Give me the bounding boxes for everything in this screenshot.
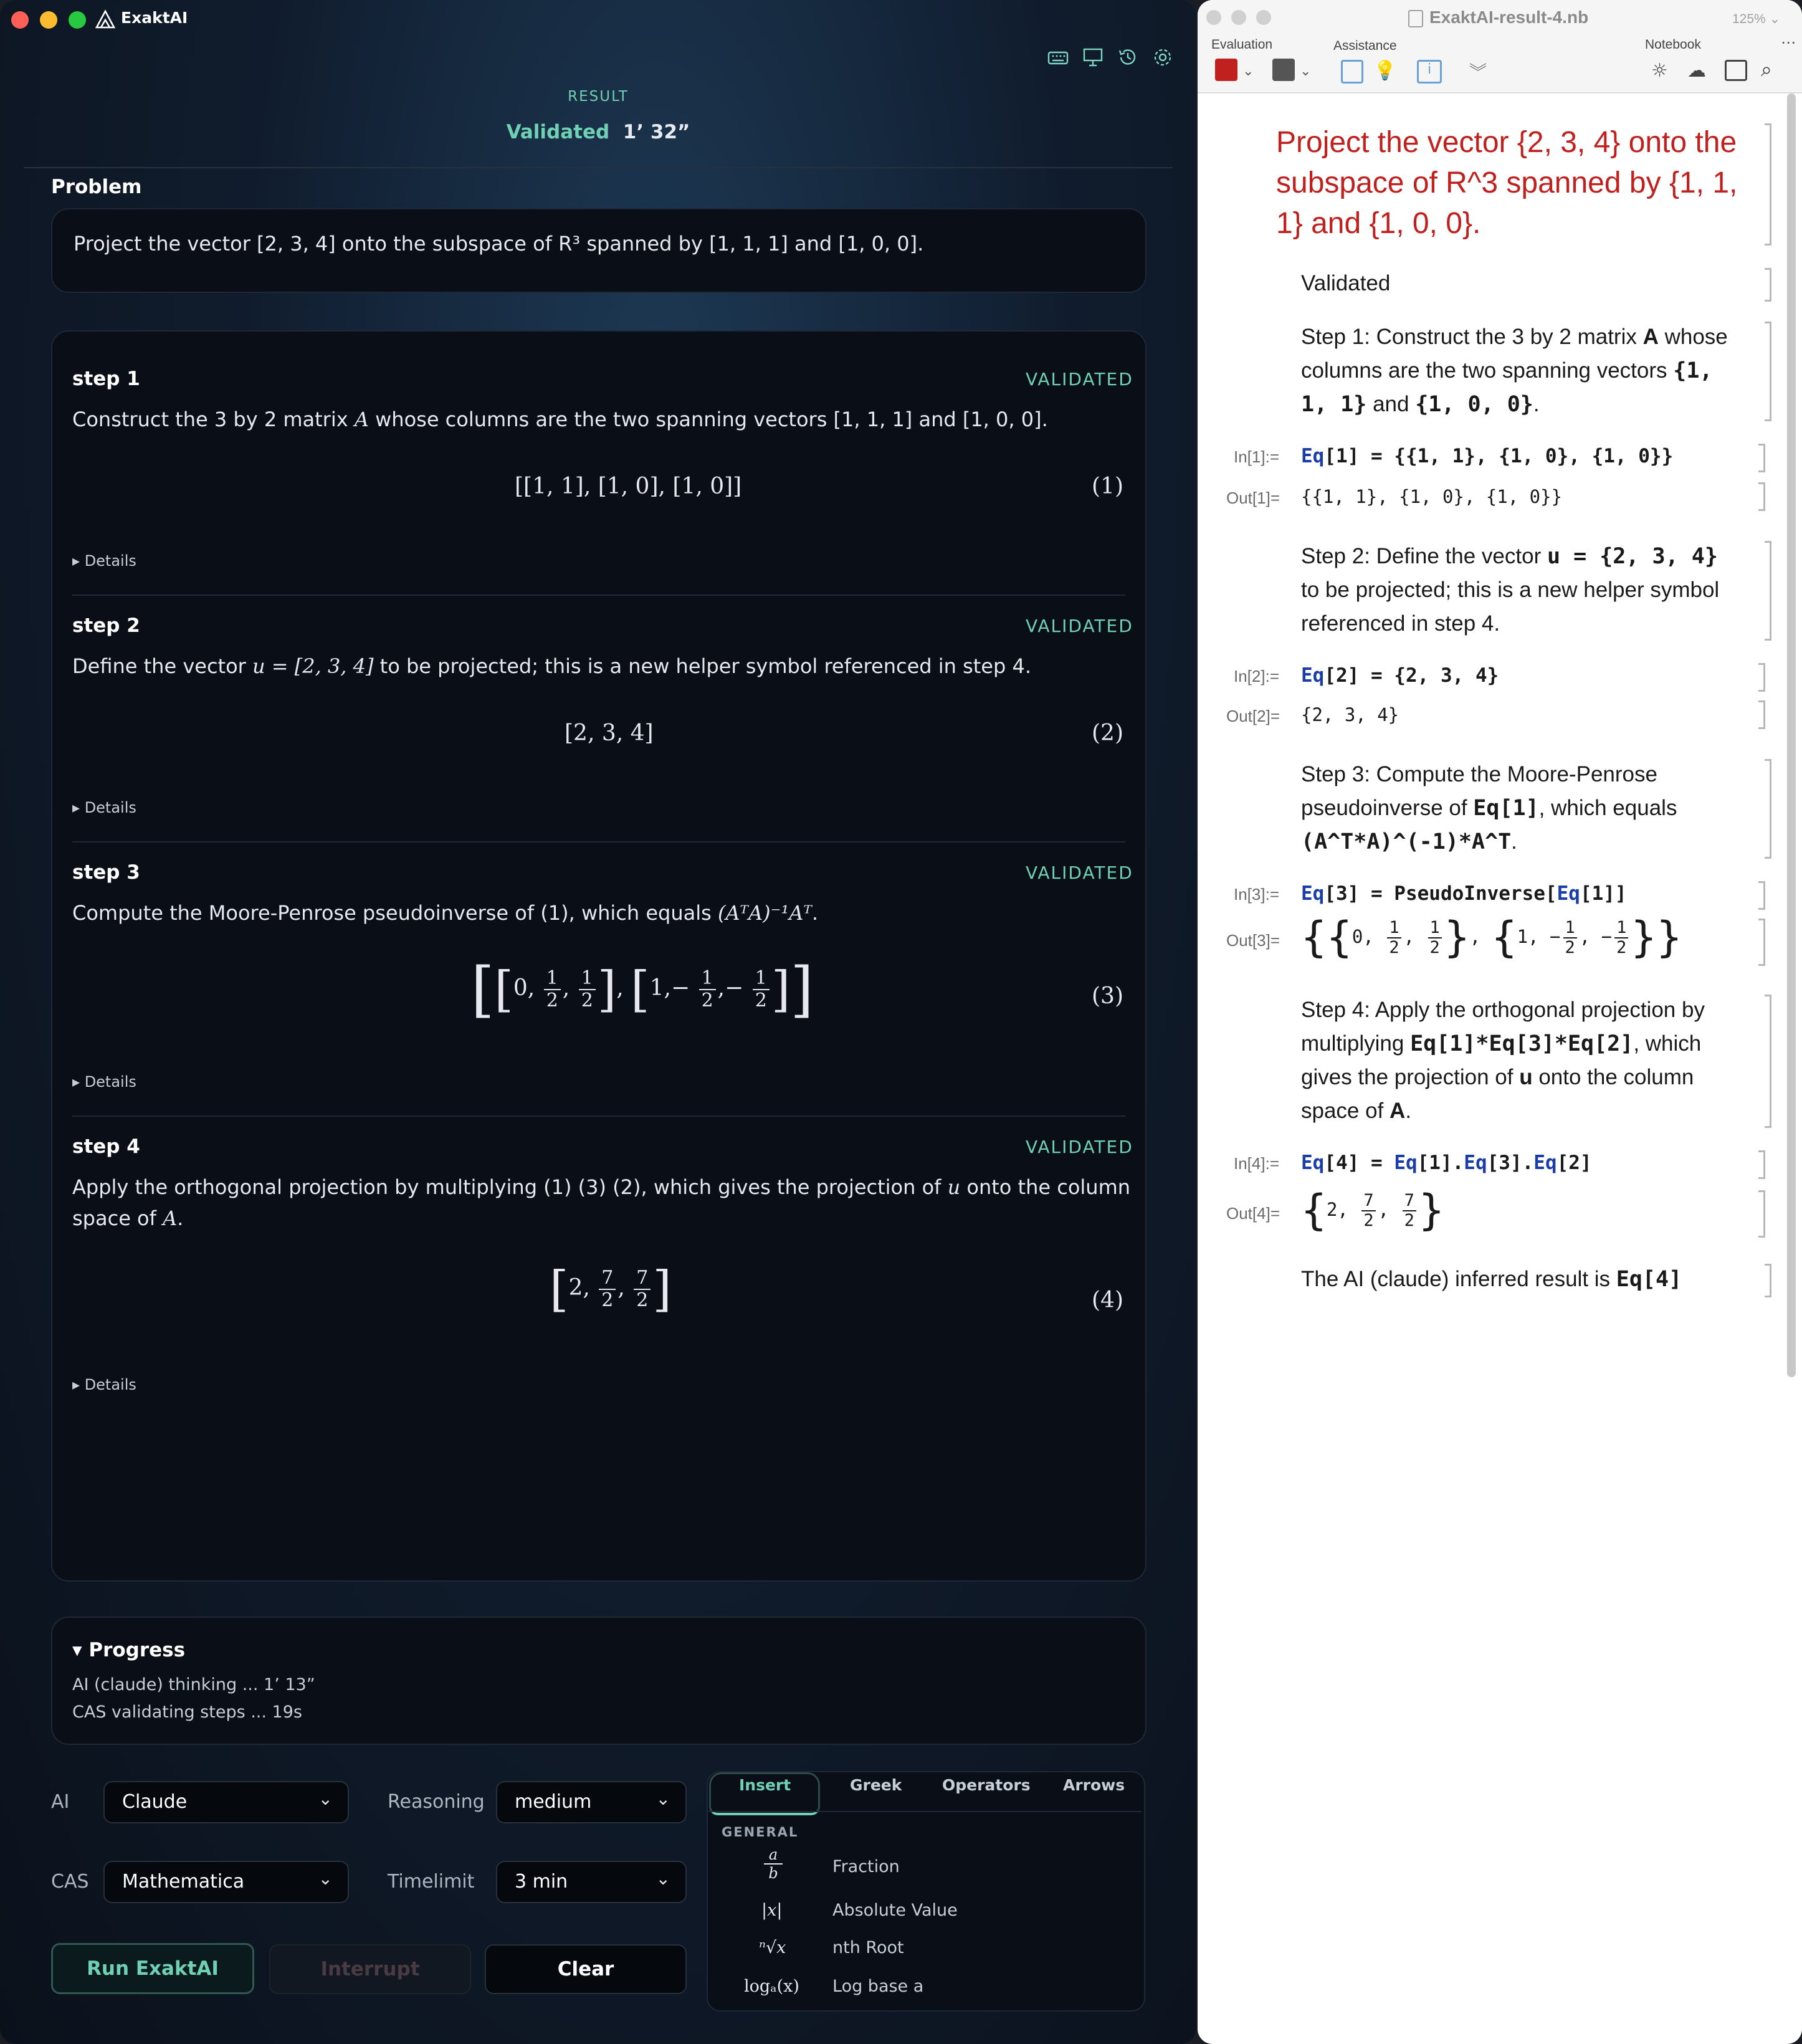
chevron-down-icon: ⌄ (655, 1788, 670, 1809)
cas-select[interactable]: Mathematica ⌄ (103, 1861, 349, 1903)
log-base-icon: logₐ(x) (744, 1977, 799, 1996)
cell-bracket[interactable] (1765, 322, 1771, 421)
step1-text: Step 1: Construct the 3 by 2 matrix A whose columns are the two spanning vectors {1, 1, 1} and {1, 0, 0}. (1301, 325, 1728, 417)
triangle-right-icon: ▸ (72, 552, 85, 570)
cell-bracket[interactable] (1765, 759, 1771, 859)
keyboard-icon[interactable] (1047, 49, 1069, 70)
cell-bracket[interactable] (1765, 1264, 1771, 1297)
problem-text: Project the vector [2, 3, 4] onto the subspace of R³ spanned by [1, 1, 1] and [1, 0, 0]. (74, 232, 924, 256)
absolute-value-icon: |x| (761, 1901, 783, 1920)
tab-insert-label: Insert (739, 1776, 791, 1794)
status-validated: Validated (506, 121, 610, 143)
cell-bracket[interactable] (1758, 663, 1765, 692)
validated-badge: VALIDATED (1026, 1137, 1133, 1157)
cell-bracket[interactable] (1758, 919, 1765, 966)
progress-line: AI (claude) thinking ... 1’ 13” (72, 1675, 315, 1694)
output-cell: {2, 3, 4} (1301, 704, 1399, 725)
final-result-text: The AI (claude) inferred result is Eq[4] (1301, 1267, 1682, 1292)
ai-label: AI (51, 1791, 70, 1813)
details-toggle[interactable]: ▸ Details (72, 552, 136, 570)
progress-toggle[interactable]: ▾ Progress (72, 1639, 186, 1661)
chevron-down-icon[interactable]: ⌄ (1300, 64, 1312, 79)
step-divider (72, 1115, 1125, 1117)
toolbar-section-assistance: Assistance (1333, 39, 1397, 53)
step-equation: [2, $\frac{7}{2}$ , $\frac{7}{2}$ ] (550, 1261, 672, 1317)
clear-button[interactable]: Clear (485, 1944, 687, 1994)
chevron-down-icon: ⌄ (655, 1868, 670, 1889)
step-divider (72, 841, 1125, 843)
tab-operators[interactable]: Operators (942, 1776, 1031, 1794)
output-label: Out[1]= (1226, 489, 1280, 507)
steps-card (51, 330, 1147, 1582)
cloud-upload-icon[interactable]: ☁ (1687, 60, 1706, 82)
equation-number: (2) (1092, 720, 1123, 746)
step-description: Compute the Moore-Penrose pseudoinverse of (1), which equals (AᵀA)⁻¹Aᵀ. (72, 901, 819, 925)
cell-bracket[interactable] (1758, 444, 1765, 472)
palette-section: GENERAL (722, 1825, 799, 1840)
equation-number: (1) (1092, 474, 1123, 499)
output-label: Out[3]= (1226, 931, 1280, 950)
lightbulb-icon[interactable]: 💡 (1373, 60, 1397, 82)
step4-text: Step 4: Apply the orthogonal projection by multiplying Eq[1]*Eq[3]*Eq[2], which gives the projection of u onto the column space of A. (1301, 998, 1705, 1123)
equation-number: (4) (1092, 1287, 1123, 1313)
scrollbar-thumb[interactable] (1787, 93, 1796, 1377)
interrupt-button[interactable]: Interrupt (269, 1944, 471, 1994)
reasoning-label: Reasoning (388, 1791, 485, 1813)
output-cell: {{1, 1}, {1, 0}, {1, 0}} (1301, 486, 1563, 507)
cell-bracket[interactable] (1758, 1150, 1765, 1179)
output-cell: {{0, $\frac{1}{2}$ , $\frac{1}{2}$ }, {1, − $\frac{1}{2}$ , − $\frac{1}{2}$ }} (1301, 913, 1682, 962)
step-description: Apply the orthogonal projection by multiplying (1) (3) (2), which gives the projection of u onto the column space of A. (72, 1175, 1131, 1230)
appearance-icon[interactable]: ☼ (1651, 60, 1668, 82)
validated-badge: VALIDATED (1026, 369, 1133, 389)
input-label: In[2]:= (1234, 667, 1279, 685)
step-title: step 1 (72, 368, 140, 390)
result-status (0, 121, 1196, 143)
minimize-window-button[interactable] (1231, 10, 1246, 25)
search-icon[interactable]: ⌕ (1761, 57, 1772, 81)
validated-badge: VALIDATED (1026, 862, 1133, 883)
chevron-down-icon[interactable]: ⌄ (1242, 64, 1254, 79)
step-title: step 2 (72, 614, 140, 637)
result-label: RESULT (568, 88, 629, 105)
cas-label: CAS (51, 1871, 89, 1893)
info-icon[interactable]: i (1417, 60, 1442, 84)
toolbar-section-notebook: Notebook (1645, 37, 1701, 52)
input-label: In[1]:= (1234, 447, 1279, 466)
nth-root-icon: ⁿ√x (759, 1938, 786, 1957)
input-cell[interactable]: Eq[3] = PseudoInverse[Eq[1]] (1301, 882, 1627, 905)
reasoning-select[interactable]: medium ⌄ (496, 1781, 687, 1823)
tab-arrows[interactable]: Arrows (1063, 1776, 1125, 1794)
triangle-right-icon: ▸ (72, 799, 85, 816)
cell-bracket[interactable] (1765, 541, 1771, 641)
zoom-window-button[interactable] (1256, 10, 1271, 25)
double-chevron-down-icon[interactable]: ︾ (1469, 62, 1487, 82)
document-icon (1408, 10, 1423, 27)
step-divider (72, 595, 1125, 596)
step-title: step 4 (72, 1135, 140, 1158)
equation-number: (3) (1092, 983, 1123, 1009)
presentation-icon[interactable] (1082, 46, 1104, 71)
suggestions-icon[interactable] (1341, 60, 1363, 84)
problem-box (51, 208, 1147, 293)
more-menu-icon[interactable]: ⋯ (1781, 34, 1796, 51)
step3-text: Step 3: Compute the Moore-Penrose pseudoinverse of Eq[1], which equals (A^T*A)^(-1)*A^T. (1301, 762, 1677, 854)
timelimit-label: Timelimit (388, 1871, 475, 1893)
input-cell[interactable]: Eq[2] = {2, 3, 4} (1301, 664, 1499, 687)
app-logo-icon (95, 9, 116, 32)
tab-greek[interactable]: Greek (850, 1776, 902, 1794)
notebook-window (1198, 0, 1802, 2044)
progress-line: CAS validating steps ... 19s (72, 1703, 302, 1722)
triangle-right-icon: ▸ (72, 1073, 85, 1091)
settings-gear-icon[interactable] (1151, 46, 1174, 71)
history-icon[interactable] (1117, 46, 1139, 71)
fraction-symbol-icon: a b (764, 1846, 783, 1882)
input-label: In[4]:= (1234, 1154, 1279, 1173)
minimize-window-button[interactable] (40, 11, 57, 29)
exaktai-window: ExaktAI RESULT Validated 1’ 32” Problem Project the vector [2, 3, 4] onto the subspace of R³ spanned by [1, 1, 1] and [1, 0, 0]. step 1 VALIDATED Construct the 3 by 2 matrix A whose columns are the two spanning vectors [1, 1, 1] and [1, 0, 0]. [[1, 1], [1, 0], [1, 0]] (1) ▸ Details step 2 VALIDATED Define the vector u = [2, 3, 4] to be projected; this is a new helper symbol referenced in step 4. [2, 3, 4] (2) ▸ Details step 3 VALIDATED Compute the Moore-Penrose pseudoinverse of (1), which equals (AᵀA)⁻¹Aᵀ. [[0, $\frac{1}{2}$ , $\frac{1}{2}$ ], [1,− $\frac{1}{2}$ ,− $\frac{1}{2}$ ]] (3) ▸ Details step 4 VALIDATED Apply the orthogonal projection by multiplying (1) (3) (2), which gives the projection of u onto the column space of A. [2, $\frac{7}{2}$ , $\frac{7}{2}$ ] (4) ▸ Details ▾ Progress AI (claude) thinking ... 1’ 13” CAS validating steps ... 19s AI Claude ⌄ Reasoning medium ⌄ CAS Mathematica ⌄ Timelimit 3 min ⌄ Run ExaktAI Interrupt Clear Insert Greek Operators Arrows GENERAL a b Fraction |x| Absolute Value ⁿ√x nth Root logₐ(x) Log base a (0, 0, 1196, 2044)
step-title: step 3 (72, 861, 140, 884)
problem-heading: Problem (51, 176, 142, 198)
step-description: Define the vector u = [2, 3, 4] to be projected; this is a new helper symbol referenced in step 4. (72, 654, 1031, 678)
step2-text: Step 2: Define the vector u = {2, 3, 4} to be projected; this is a new helper symbol referenced in step 4. (1301, 544, 1720, 636)
details-toggle[interactable]: ▸ Details (72, 799, 136, 816)
validated-badge: VALIDATED (1026, 616, 1133, 636)
triangle-right-icon: ▸ (72, 1376, 85, 1393)
close-window-button[interactable] (1206, 10, 1221, 25)
run-button[interactable]: Run ExaktAI (51, 1943, 254, 1994)
step-description: Construct the 3 by 2 matrix A whose columns are the two spanning vectors [1, 1, 1] and [1, 0, 0]. (72, 408, 1048, 431)
chevron-down-icon: ⌄ (1769, 12, 1781, 26)
chevron-down-icon: ⌄ (318, 1868, 333, 1889)
output-cell: {2, $\frac{7}{2}$ , $\frac{7}{2}$ } (1301, 1186, 1444, 1235)
triangle-down-icon: ▾ (72, 1639, 89, 1661)
tab-divider (708, 1811, 1142, 1812)
evaluate-red-icon[interactable] (1215, 59, 1237, 81)
output-label: Out[2]= (1226, 707, 1280, 725)
cell-bracket[interactable] (1765, 123, 1771, 246)
cell-bracket[interactable] (1765, 995, 1771, 1128)
step-equation: [2, 3, 4] (565, 720, 654, 746)
validated-text: Validated (1301, 271, 1391, 295)
input-cell[interactable]: Eq[4] = Eq[1].Eq[3].Eq[2] (1301, 1152, 1592, 1174)
chevron-down-icon: ⌄ (318, 1788, 333, 1809)
cell-bracket[interactable] (1758, 1190, 1765, 1238)
result-duration: 1’ 32” (622, 121, 690, 143)
publish-icon[interactable] (1725, 60, 1747, 81)
zoom-level[interactable]: 125% ⌄ (1732, 12, 1781, 26)
zoom-window-button[interactable] (69, 11, 86, 29)
toolbar-section-evaluation: Evaluation (1211, 37, 1273, 52)
details-toggle[interactable]: ▸ Details (72, 1073, 136, 1091)
step-equation: [[0, $\frac{1}{2}$ , $\frac{1}{2}$ ], [1,− $\frac{1}{2}$ ,− $\frac{1}{2}$ ]] (471, 955, 814, 1024)
abort-evaluation-icon[interactable] (1272, 59, 1295, 81)
ai-select[interactable]: Claude ⌄ (103, 1781, 349, 1823)
timelimit-select[interactable]: 3 min ⌄ (496, 1861, 687, 1903)
close-window-button[interactable] (11, 11, 29, 29)
notebook-heading: Project the vector {2, 3, 4} onto the subspace of R^3 spanned by {1, 1, 1} and {1, 0, 0}. (1276, 126, 1738, 240)
app-title: ExaktAI (121, 9, 188, 27)
step-equation: [[1, 1], [1, 0], [1, 0]] (515, 474, 742, 499)
output-label: Out[4]= (1226, 1204, 1280, 1223)
header-divider (24, 167, 1173, 168)
cell-bracket[interactable] (1765, 268, 1771, 302)
details-toggle[interactable]: ▸ Details (72, 1376, 136, 1393)
notebook-title: ExaktAI-result-4.nb (1429, 7, 1589, 27)
cell-bracket[interactable] (1758, 482, 1765, 511)
input-label: In[3]:= (1234, 885, 1279, 904)
cell-bracket[interactable] (1758, 700, 1765, 729)
cell-bracket[interactable] (1758, 881, 1765, 910)
input-cell[interactable]: Eq[1] = {{1, 1}, {1, 0}, {1, 0}} (1301, 445, 1674, 467)
